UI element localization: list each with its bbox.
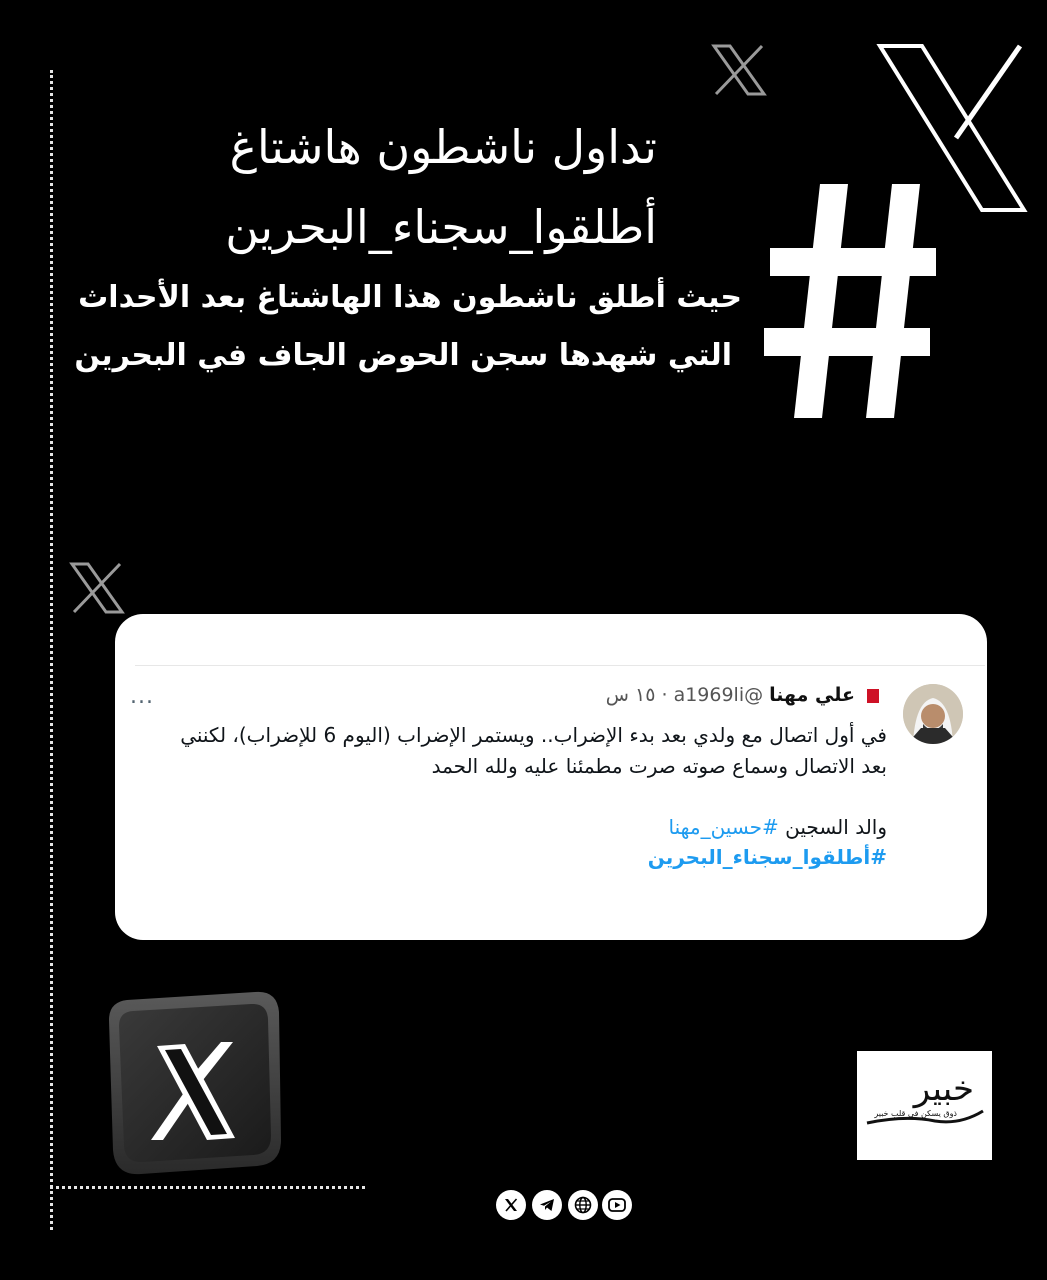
tweet-text-line-2: بعد الاتصال وسماع صوته صرت مطمئنا عليه ولله الحمد	[431, 754, 887, 778]
headline-line-2: أطلقوا_سجناء_البحرين	[225, 200, 657, 254]
tweet-header	[606, 684, 887, 706]
dotted-divider-horizontal	[50, 1186, 365, 1189]
social-website-button[interactable]	[568, 1190, 598, 1220]
x-app-tile-icon	[105, 990, 283, 1175]
bahrain-flag-icon	[867, 689, 887, 703]
hashtag-link-1[interactable]: #حسين_مهنا	[668, 815, 779, 839]
social-x-button[interactable]	[496, 1190, 526, 1220]
tweet-text-line-1: في أول اتصال مع ولدي بعد بدء الإضراب.. ويستمر الإضراب (اليوم 6 للإضراب)، لكنني	[180, 723, 887, 747]
tweet-text-prefix: والد السجين	[785, 815, 887, 839]
tweet-top-divider	[135, 665, 985, 666]
tweet-dot-separator: ·	[661, 684, 668, 706]
tweet-text	[147, 720, 887, 782]
avatar[interactable]	[903, 684, 963, 744]
social-youtube-button[interactable]	[602, 1190, 632, 1220]
x-logo-icon	[68, 560, 126, 616]
globe-icon	[574, 1196, 592, 1214]
tweet-author-name[interactable]: علي مهنا	[769, 684, 855, 706]
dotted-divider-vertical	[50, 70, 53, 1230]
brand-logo	[857, 1051, 992, 1160]
x-logo-icon	[710, 42, 768, 98]
telegram-icon	[538, 1196, 556, 1214]
logo-tagline: ذوق يسكن في قلب خبير	[874, 1109, 957, 1118]
tweet-time[interactable]: ١٥ س	[605, 684, 656, 706]
headline-line-1: تداول ناشطون هاشتاغ	[229, 120, 657, 174]
avatar-portrait-icon	[903, 684, 963, 744]
social-telegram-button[interactable]	[532, 1190, 562, 1220]
hashtag-icon	[762, 178, 942, 423]
tweet-handle[interactable]: @a1969li	[673, 684, 764, 706]
youtube-icon	[608, 1198, 626, 1212]
hashtag-link-2[interactable]: #أطلقوا_سجناء_البحرين	[647, 845, 887, 869]
subheadline-line-2: التي شهدها سجن الحوض الجاف في البحرين	[74, 338, 732, 373]
subheadline-line-1: حيث أطلق ناشطون هذا الهاشتاغ بعد الأحداث	[78, 280, 742, 315]
logo-text: خبير	[913, 1069, 974, 1109]
more-options-button[interactable]: ...	[130, 684, 154, 709]
tweet-text-line-3	[147, 812, 887, 843]
x-icon	[503, 1197, 519, 1213]
tweet-text-line-4	[147, 842, 887, 873]
